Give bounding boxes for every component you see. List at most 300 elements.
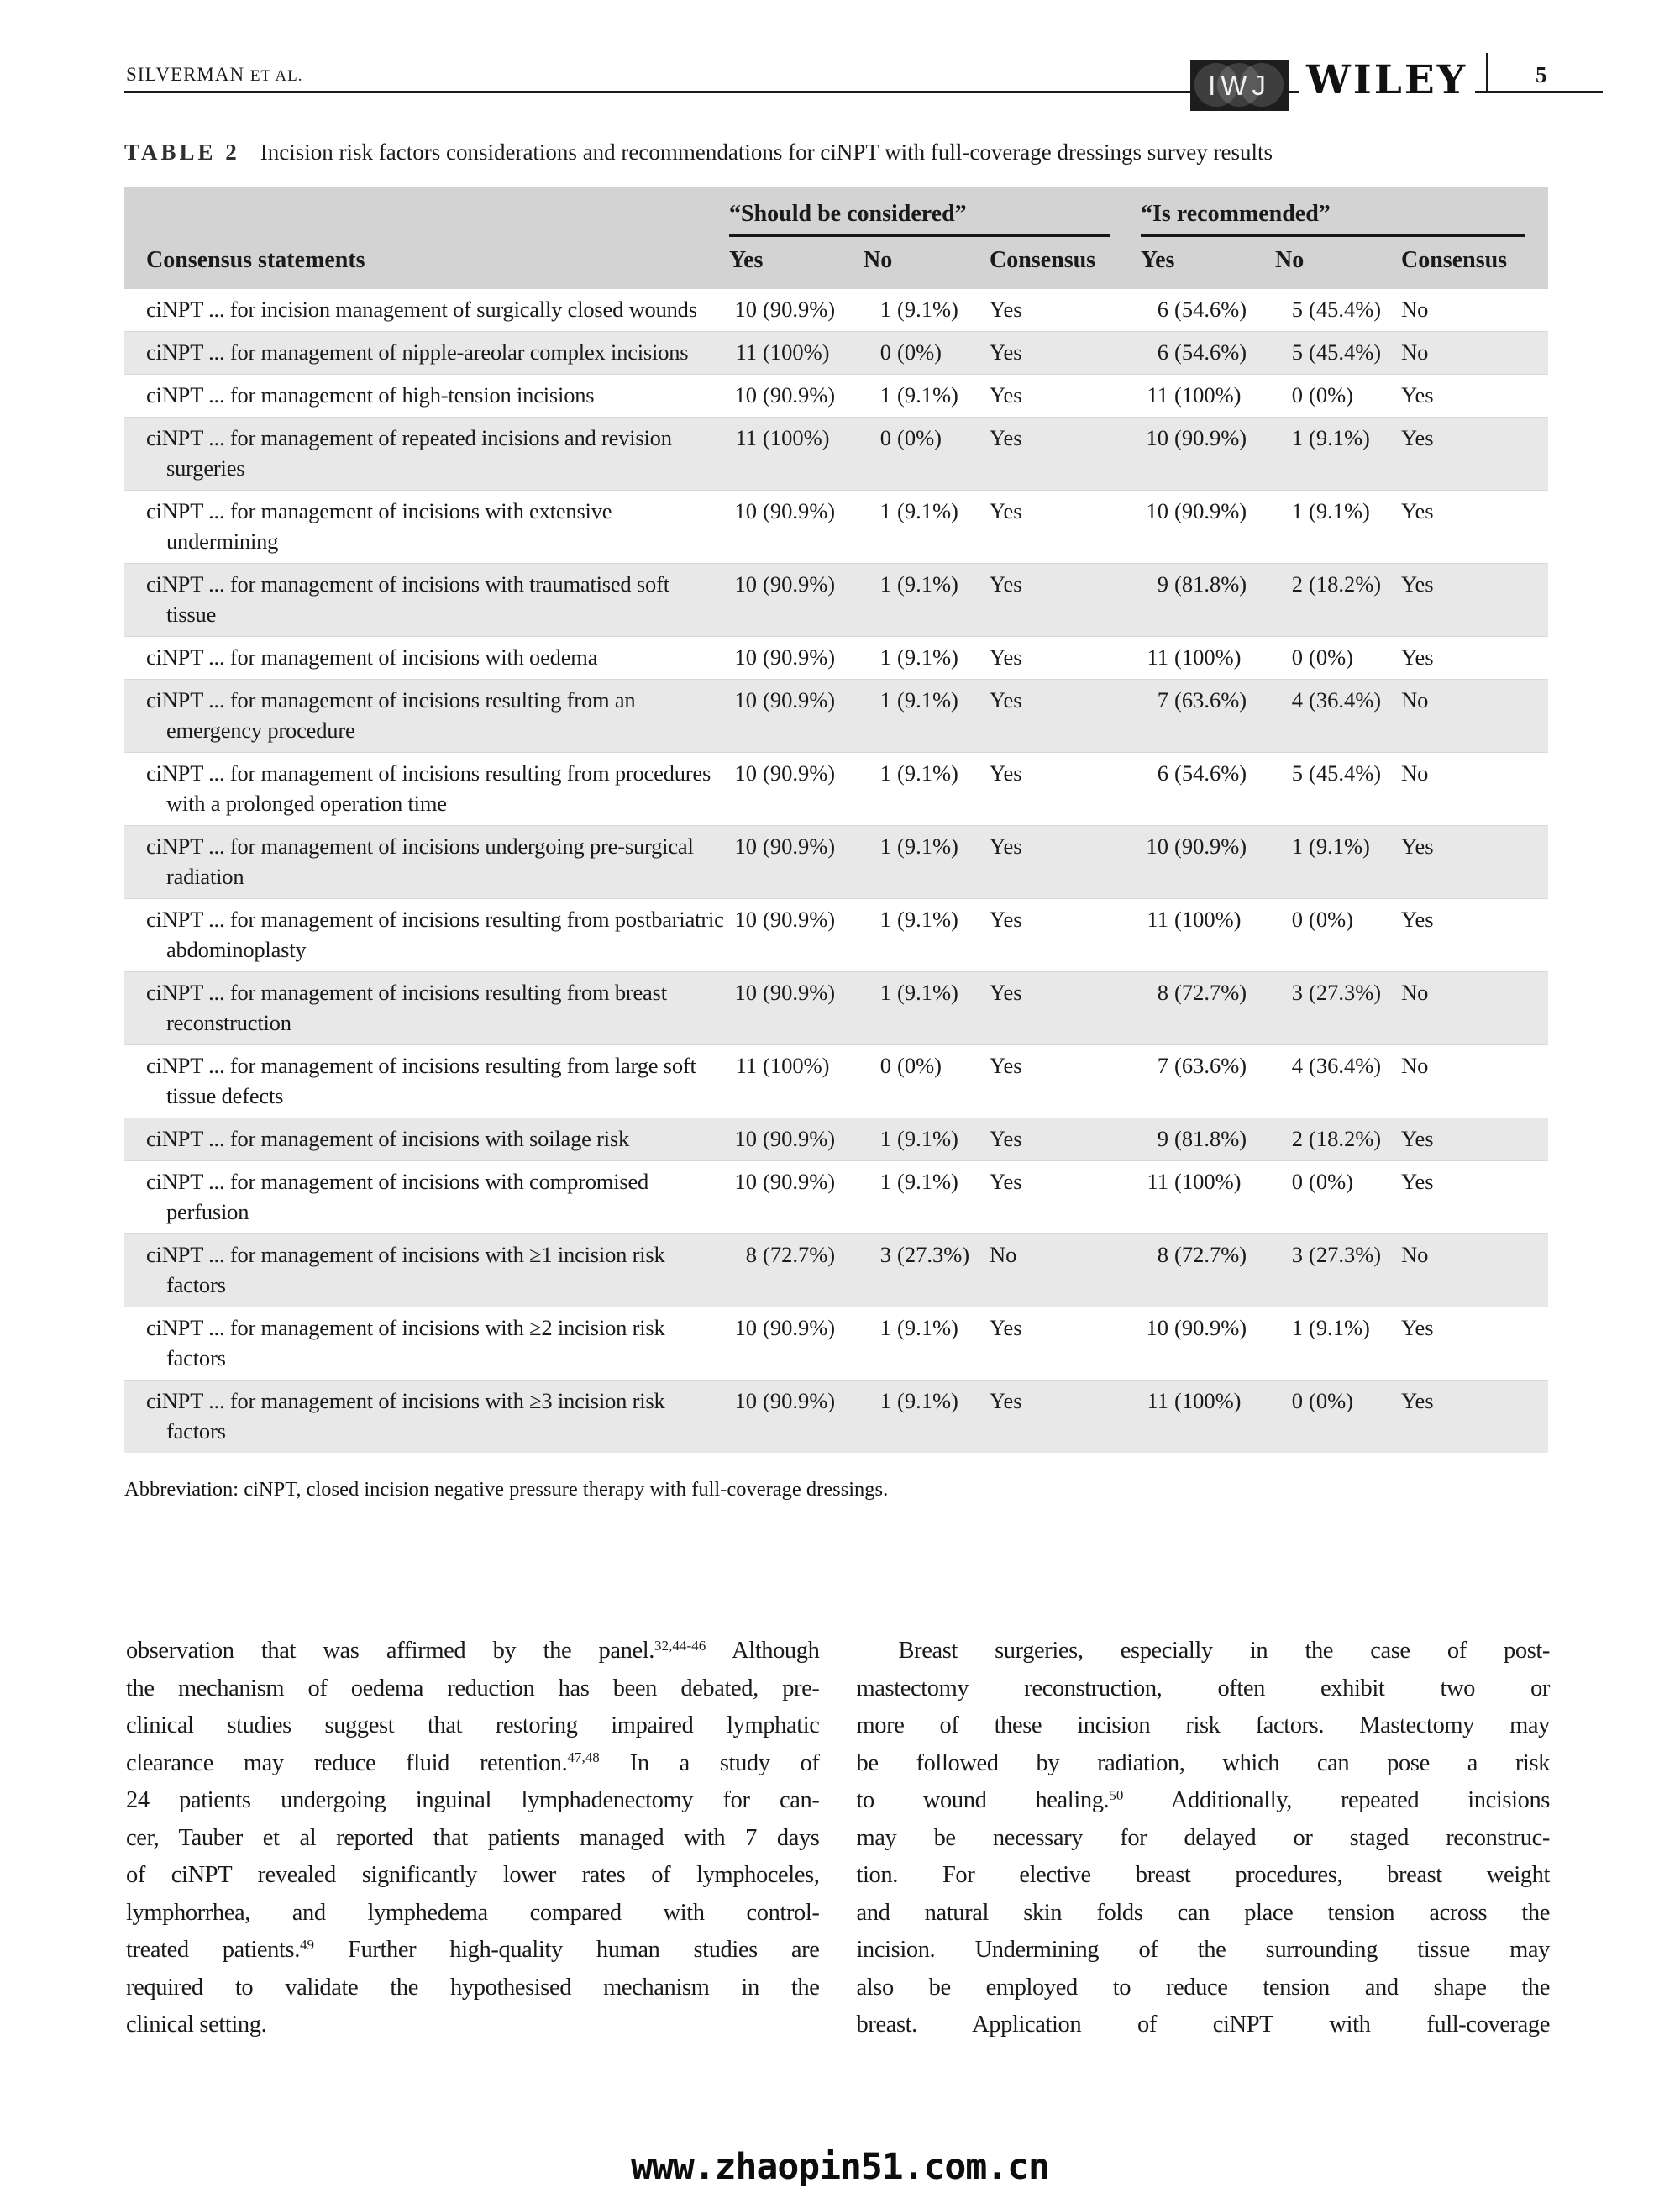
body-text-line: be followed by radiation, which can pose a risk bbox=[856, 1749, 1550, 1776]
watermark-url: www.zhaopin51.com.cn bbox=[631, 2146, 1049, 2188]
value-cell: Yes bbox=[1401, 644, 1434, 670]
percent-value: (36.4%) bbox=[1309, 687, 1382, 713]
count-value: 1 bbox=[879, 760, 891, 786]
body-text-line: of ciNPT revealed significantly lower rates of lymphoceles, bbox=[126, 1862, 820, 1888]
column-header-recommended-yes: Yes bbox=[1141, 247, 1175, 273]
count-value: 9 bbox=[1157, 571, 1168, 597]
table-row bbox=[124, 1160, 1548, 1233]
count-value: 0 bbox=[1291, 1169, 1303, 1194]
count-value: 1 bbox=[879, 1126, 891, 1151]
percent-value: (9.1%) bbox=[897, 644, 958, 670]
percent-value: (0%) bbox=[1309, 1388, 1353, 1413]
percent-value: (90.9%) bbox=[763, 1126, 836, 1151]
count-value: 5 bbox=[1291, 339, 1303, 365]
count-value: 8 bbox=[1157, 1242, 1168, 1267]
percent-value: (9.1%) bbox=[897, 382, 958, 408]
percent-value: (90.9%) bbox=[763, 498, 836, 523]
count-value: 10 bbox=[734, 907, 757, 932]
table-row bbox=[124, 971, 1548, 1044]
value-cell: Yes bbox=[990, 1388, 1022, 1413]
value-cell bbox=[1141, 758, 1275, 788]
value-cell: Yes bbox=[1401, 571, 1434, 597]
value-cell bbox=[1141, 1050, 1275, 1081]
percent-value: (90.9%) bbox=[763, 687, 836, 713]
value-cell bbox=[1141, 1312, 1275, 1343]
value-cell: No bbox=[1401, 760, 1429, 786]
value-cell: No bbox=[990, 1242, 1017, 1267]
percent-value: (9.1%) bbox=[897, 687, 958, 713]
count-value: 3 bbox=[1291, 980, 1303, 1005]
count-value: 2 bbox=[1291, 1126, 1303, 1151]
body-text-line: the mechanism of oedema reduction has been debated, pre- bbox=[126, 1675, 820, 1701]
body-text-line: clearance may reduce fluid retention.$^{47,48}$ In a study of bbox=[126, 1749, 820, 1776]
table-row bbox=[124, 1044, 1548, 1118]
percent-value: (90.9%) bbox=[1174, 834, 1247, 859]
value-cell bbox=[729, 423, 864, 453]
column-header-recommended-consensus: Consensus bbox=[1401, 247, 1508, 273]
count-value: 1 bbox=[1291, 1315, 1303, 1340]
value-cell bbox=[864, 380, 990, 410]
count-value: 8 bbox=[745, 1242, 757, 1267]
journal-logo bbox=[1190, 60, 1289, 111]
count-value: 11 bbox=[735, 425, 757, 450]
count-value: 10 bbox=[734, 1126, 757, 1151]
body-left-column bbox=[126, 1633, 820, 2044]
body-text-line: lymphorrhea, and lymphedema compared with control- bbox=[126, 1899, 820, 1926]
count-value: 1 bbox=[879, 644, 891, 670]
value-cell bbox=[1275, 685, 1401, 715]
percent-value: (45.4%) bbox=[1309, 297, 1382, 322]
count-value: 0 bbox=[1291, 382, 1303, 408]
value-cell bbox=[729, 294, 864, 324]
statement-cell: ciNPT ... for management of incisions with soilage risk bbox=[146, 1126, 630, 1151]
journal-badge-text: IWJ bbox=[1208, 70, 1271, 101]
count-value: 1 bbox=[1291, 425, 1303, 450]
percent-value: (100%) bbox=[763, 425, 830, 450]
percent-value: (27.3%) bbox=[897, 1242, 970, 1267]
table-row bbox=[124, 374, 1548, 417]
value-cell bbox=[1141, 569, 1275, 599]
percent-value: (9.1%) bbox=[897, 834, 958, 859]
statement-cell: ciNPT ... for management of incisions resulting from procedures with a prolonged operation time bbox=[146, 760, 711, 816]
value-cell bbox=[729, 569, 864, 599]
value-cell: Yes bbox=[990, 498, 1022, 523]
value-cell bbox=[1275, 1312, 1401, 1343]
value-cell bbox=[1275, 1166, 1401, 1197]
count-value: 10 bbox=[1146, 498, 1168, 523]
table-row bbox=[124, 679, 1548, 752]
value-cell: Yes bbox=[1401, 425, 1434, 450]
table-row bbox=[124, 417, 1548, 490]
percent-value: (9.1%) bbox=[1309, 1315, 1370, 1340]
column-header-considered-yes: Yes bbox=[729, 247, 764, 273]
count-value: 10 bbox=[734, 760, 757, 786]
value-cell: Yes bbox=[1401, 1126, 1434, 1151]
count-value: 11 bbox=[1147, 644, 1168, 670]
value-cell bbox=[729, 904, 864, 934]
value-cell bbox=[1141, 1123, 1275, 1154]
count-value: 10 bbox=[734, 382, 757, 408]
statement-cell: ciNPT ... for management of incisions with compromised perfusion bbox=[146, 1169, 649, 1224]
percent-value: (90.9%) bbox=[763, 382, 836, 408]
percent-value: (72.7%) bbox=[1174, 980, 1247, 1005]
value-cell bbox=[1275, 758, 1401, 788]
percent-value: (0%) bbox=[1309, 644, 1353, 670]
value-cell bbox=[1275, 904, 1401, 934]
percent-value: (9.1%) bbox=[897, 498, 958, 523]
value-cell: Yes bbox=[1401, 1388, 1434, 1413]
count-value: 0 bbox=[1291, 1388, 1303, 1413]
value-cell bbox=[1141, 1386, 1275, 1416]
value-cell bbox=[864, 496, 990, 526]
value-cell bbox=[1275, 337, 1401, 367]
count-value: 7 bbox=[1157, 1053, 1168, 1078]
running-head bbox=[126, 64, 302, 86]
value-cell: Yes bbox=[990, 1126, 1022, 1151]
percent-value: (100%) bbox=[1174, 382, 1242, 408]
value-cell: Yes bbox=[990, 571, 1022, 597]
table-caption-text: Incision risk factors considerations and recommendations for ciNPT with full-coverage dressings survey results bbox=[260, 139, 1273, 165]
value-cell bbox=[729, 758, 864, 788]
statement-cell: ciNPT ... for management of incisions with extensive undermining bbox=[146, 498, 612, 554]
body-text-line: treated patients.$^{49}$ Further high-quality human studies are bbox=[126, 1936, 820, 1963]
percent-value: (90.9%) bbox=[763, 1169, 836, 1194]
count-value: 1 bbox=[879, 687, 891, 713]
count-value: 11 bbox=[735, 339, 757, 365]
count-value: 9 bbox=[1157, 1126, 1168, 1151]
page-number: 5 bbox=[1536, 62, 1547, 87]
percent-value: (9.1%) bbox=[897, 297, 958, 322]
statement-cell: ciNPT ... for management of incisions with ≥3 incision risk factors bbox=[146, 1388, 665, 1444]
column-header-recommended-no: No bbox=[1275, 247, 1305, 273]
value-cell bbox=[1275, 1386, 1401, 1416]
count-value: 11 bbox=[1147, 907, 1168, 932]
count-value: 4 bbox=[1291, 1053, 1303, 1078]
percent-value: (90.9%) bbox=[763, 834, 836, 859]
statement-cell: ciNPT ... for management of incisions undergoing pre-surgical radiation bbox=[146, 834, 694, 889]
count-value: 10 bbox=[1146, 425, 1168, 450]
statement-cell: ciNPT ... for management of incisions with traumatised soft tissue bbox=[146, 571, 669, 627]
group-header-recommended: “Is recommended” bbox=[1141, 201, 1525, 237]
value-cell bbox=[864, 1239, 990, 1270]
percent-value: (100%) bbox=[1174, 907, 1242, 932]
value-cell bbox=[1275, 642, 1401, 672]
body-text-line: more of these incision risk factors. Mastectomy may bbox=[856, 1712, 1550, 1738]
percent-value: (18.2%) bbox=[1309, 1126, 1382, 1151]
count-value: 5 bbox=[1291, 760, 1303, 786]
count-value: 10 bbox=[734, 1315, 757, 1340]
table-row bbox=[124, 289, 1548, 331]
body-text-line: tion. For elective breast procedures, breast weight bbox=[856, 1862, 1550, 1888]
percent-value: (100%) bbox=[1174, 1169, 1242, 1194]
table-row bbox=[124, 1233, 1548, 1307]
statement-cell: ciNPT ... for management of repeated incisions and revision surgeries bbox=[146, 425, 672, 481]
percent-value: (90.9%) bbox=[763, 297, 836, 322]
value-cell bbox=[864, 1166, 990, 1197]
value-cell: Yes bbox=[990, 907, 1022, 932]
count-value: 1 bbox=[1291, 498, 1303, 523]
count-value: 6 bbox=[1157, 297, 1168, 322]
statement-cell: ciNPT ... for management of incisions with ≥2 incision risk factors bbox=[146, 1315, 665, 1370]
count-value: 7 bbox=[1157, 687, 1168, 713]
value-cell: Yes bbox=[1401, 498, 1434, 523]
count-value: 10 bbox=[734, 980, 757, 1005]
body-text-line: Breast surgeries, especially in the case of post- bbox=[898, 1638, 1550, 1664]
value-cell bbox=[1141, 337, 1275, 367]
percent-value: (9.1%) bbox=[897, 980, 958, 1005]
table-row bbox=[124, 752, 1548, 825]
percent-value: (0%) bbox=[1309, 382, 1353, 408]
publisher-wordmark: WILEY bbox=[1299, 57, 1475, 103]
percent-value: (9.1%) bbox=[897, 571, 958, 597]
value-cell: No bbox=[1401, 980, 1429, 1005]
count-value: 6 bbox=[1157, 760, 1168, 786]
count-value: 1 bbox=[879, 1388, 891, 1413]
statement-cell: ciNPT ... for incision management of surgically closed wounds bbox=[146, 297, 697, 322]
percent-value: (90.9%) bbox=[1174, 498, 1247, 523]
body-text-line: may be necessary for delayed or staged reconstruc- bbox=[856, 1824, 1550, 1851]
count-value: 1 bbox=[879, 834, 891, 859]
group-header-considered: “Should be considered” bbox=[729, 201, 1110, 237]
table-row bbox=[124, 563, 1548, 636]
percent-value: (9.1%) bbox=[897, 1126, 958, 1151]
count-value: 11 bbox=[1147, 1169, 1168, 1194]
percent-value: (72.7%) bbox=[1174, 1242, 1247, 1267]
count-value: 10 bbox=[734, 571, 757, 597]
body-text-line: breast. Application of ciNPT with full-coverage bbox=[856, 2012, 1550, 2038]
value-cell bbox=[1275, 1239, 1401, 1270]
value-cell bbox=[864, 977, 990, 1007]
value-cell bbox=[729, 1386, 864, 1416]
percent-value: (18.2%) bbox=[1309, 571, 1382, 597]
statement-cell: ciNPT ... for management of high-tension incisions bbox=[146, 382, 595, 408]
count-value: 0 bbox=[879, 425, 891, 450]
count-value: 4 bbox=[1291, 687, 1303, 713]
value-cell bbox=[729, 337, 864, 367]
value-cell: Yes bbox=[990, 687, 1022, 713]
value-cell bbox=[1275, 423, 1401, 453]
percent-value: (63.6%) bbox=[1174, 687, 1247, 713]
count-value: 0 bbox=[1291, 907, 1303, 932]
value-cell: Yes bbox=[990, 339, 1022, 365]
body-text-line: observation that was affirmed by the panel.$^{32,44-46}$ Although bbox=[126, 1637, 820, 1664]
value-cell: Yes bbox=[990, 297, 1022, 322]
percent-value: (9.1%) bbox=[897, 760, 958, 786]
percent-value: (63.6%) bbox=[1174, 1053, 1247, 1078]
consensus-table bbox=[124, 187, 1548, 1502]
value-cell: No bbox=[1401, 339, 1429, 365]
percent-value: (45.4%) bbox=[1309, 760, 1382, 786]
percent-value: (45.4%) bbox=[1309, 339, 1382, 365]
percent-value: (0%) bbox=[1309, 1169, 1353, 1194]
body-text-line: clinical studies suggest that restoring impaired lymphatic bbox=[126, 1712, 820, 1738]
count-value: 10 bbox=[734, 687, 757, 713]
body-right-column bbox=[857, 1633, 1551, 2044]
column-header-statements: Consensus statements bbox=[146, 247, 365, 273]
percent-value: (81.8%) bbox=[1174, 571, 1247, 597]
value-cell bbox=[729, 1050, 864, 1081]
column-header-considered-no: No bbox=[864, 247, 893, 273]
percent-value: (90.9%) bbox=[763, 644, 836, 670]
percent-value: (0%) bbox=[1309, 907, 1353, 932]
count-value: 10 bbox=[1146, 1315, 1168, 1340]
value-cell: Yes bbox=[1401, 382, 1434, 408]
value-cell bbox=[1141, 496, 1275, 526]
body-text-line: and natural skin folds can place tension across the bbox=[856, 1899, 1550, 1926]
count-value: 10 bbox=[1146, 834, 1168, 859]
value-cell bbox=[1141, 904, 1275, 934]
body-text-line: 24 patients undergoing inguinal lymphadenectomy for can- bbox=[126, 1787, 820, 1813]
percent-value: (0%) bbox=[897, 1053, 942, 1078]
percent-value: (90.9%) bbox=[1174, 1315, 1247, 1340]
value-cell: Yes bbox=[990, 1169, 1022, 1194]
value-cell bbox=[1275, 831, 1401, 861]
value-cell bbox=[1275, 294, 1401, 324]
count-value: 1 bbox=[879, 1169, 891, 1194]
value-cell bbox=[1141, 1239, 1275, 1270]
value-cell: Yes bbox=[1401, 1315, 1434, 1340]
count-value: 10 bbox=[734, 1169, 757, 1194]
table-row bbox=[124, 1307, 1548, 1380]
percent-value: (0%) bbox=[897, 425, 942, 450]
percent-value: (100%) bbox=[763, 1053, 830, 1078]
value-cell bbox=[1141, 294, 1275, 324]
value-cell: Yes bbox=[1401, 834, 1434, 859]
value-cell bbox=[729, 977, 864, 1007]
value-cell: Yes bbox=[990, 425, 1022, 450]
value-cell bbox=[864, 685, 990, 715]
running-head-author: SILVERMAN bbox=[126, 64, 245, 85]
count-value: 10 bbox=[734, 644, 757, 670]
value-cell: Yes bbox=[990, 382, 1022, 408]
count-value: 11 bbox=[735, 1053, 757, 1078]
count-value: 3 bbox=[879, 1242, 891, 1267]
percent-value: (54.6%) bbox=[1174, 339, 1247, 365]
percent-value: (0%) bbox=[897, 339, 942, 365]
table-header bbox=[124, 187, 1548, 289]
percent-value: (27.3%) bbox=[1309, 980, 1382, 1005]
value-cell bbox=[729, 1312, 864, 1343]
percent-value: (81.8%) bbox=[1174, 1126, 1247, 1151]
percent-value: (90.9%) bbox=[763, 980, 836, 1005]
value-cell bbox=[864, 1050, 990, 1081]
value-cell bbox=[729, 685, 864, 715]
count-value: 10 bbox=[734, 297, 757, 322]
table-body bbox=[124, 289, 1548, 1453]
count-value: 1 bbox=[879, 980, 891, 1005]
count-value: 10 bbox=[734, 834, 757, 859]
value-cell bbox=[1141, 380, 1275, 410]
percent-value: (90.9%) bbox=[763, 1315, 836, 1340]
value-cell bbox=[1141, 1166, 1275, 1197]
value-cell bbox=[1275, 1050, 1401, 1081]
body-text-line: incision. Undermining of the surrounding tissue may bbox=[856, 1937, 1550, 1963]
value-cell: Yes bbox=[990, 980, 1022, 1005]
percent-value: (90.9%) bbox=[763, 571, 836, 597]
percent-value: (54.6%) bbox=[1174, 297, 1247, 322]
value-cell bbox=[1275, 569, 1401, 599]
body-text bbox=[126, 1633, 1550, 2044]
percent-value: (90.9%) bbox=[763, 907, 836, 932]
value-cell: Yes bbox=[990, 1315, 1022, 1340]
value-cell bbox=[729, 380, 864, 410]
running-head-etal: ET AL. bbox=[249, 67, 303, 85]
value-cell: No bbox=[1401, 297, 1429, 322]
value-cell bbox=[864, 294, 990, 324]
value-cell bbox=[864, 337, 990, 367]
table-caption bbox=[124, 139, 1554, 166]
value-cell: Yes bbox=[1401, 1169, 1434, 1194]
value-cell bbox=[729, 1123, 864, 1154]
table-row bbox=[124, 490, 1548, 563]
percent-value: (9.1%) bbox=[1309, 425, 1370, 450]
value-cell: Yes bbox=[990, 760, 1022, 786]
value-cell bbox=[1141, 685, 1275, 715]
value-cell bbox=[1141, 423, 1275, 453]
count-value: 1 bbox=[879, 297, 891, 322]
count-value: 1 bbox=[879, 571, 891, 597]
count-value: 8 bbox=[1157, 980, 1168, 1005]
percent-value: (54.6%) bbox=[1174, 760, 1247, 786]
statement-cell: ciNPT ... for management of incisions with oedema bbox=[146, 644, 598, 670]
percent-value: (9.1%) bbox=[897, 907, 958, 932]
value-cell bbox=[729, 496, 864, 526]
value-cell bbox=[1141, 642, 1275, 672]
count-value: 1 bbox=[1291, 834, 1303, 859]
percent-value: (9.1%) bbox=[897, 1169, 958, 1194]
count-value: 2 bbox=[1291, 571, 1303, 597]
value-cell: No bbox=[1401, 687, 1429, 713]
value-cell bbox=[864, 423, 990, 453]
percent-value: (9.1%) bbox=[897, 1315, 958, 1340]
value-cell bbox=[864, 642, 990, 672]
statement-cell: ciNPT ... for management of incisions with ≥1 incision risk factors bbox=[146, 1242, 665, 1297]
count-value: 0 bbox=[1291, 644, 1303, 670]
statement-cell: ciNPT ... for management of nipple-areolar complex incisions bbox=[146, 339, 689, 365]
value-cell bbox=[864, 569, 990, 599]
value-cell: Yes bbox=[990, 834, 1022, 859]
value-cell bbox=[1275, 496, 1401, 526]
count-value: 0 bbox=[879, 1053, 891, 1078]
count-value: 10 bbox=[734, 1388, 757, 1413]
column-header-considered-consensus: Consensus bbox=[990, 247, 1096, 273]
count-value: 10 bbox=[734, 498, 757, 523]
value-cell: No bbox=[1401, 1242, 1429, 1267]
table-row bbox=[124, 1118, 1548, 1160]
value-cell: Yes bbox=[990, 1053, 1022, 1078]
body-text-line: also be employed to reduce tension and shape the bbox=[856, 1974, 1550, 2001]
value-cell bbox=[864, 1123, 990, 1154]
percent-value: (100%) bbox=[1174, 644, 1242, 670]
body-text-line: to wound healing.$^{50}$ Additionally, repeated incisions bbox=[856, 1786, 1551, 1813]
value-cell: Yes bbox=[1401, 907, 1434, 932]
statement-cell: ciNPT ... for management of incisions resulting from postbariatric abdominoplasty bbox=[146, 907, 724, 962]
body-text-line: required to validate the hypothesised mechanism in the bbox=[126, 1974, 820, 2001]
count-value: 1 bbox=[879, 498, 891, 523]
body-text-line: cer, Tauber et al reported that patients managed with 7 days bbox=[126, 1824, 820, 1851]
percent-value: (90.9%) bbox=[763, 760, 836, 786]
value-cell bbox=[729, 1166, 864, 1197]
percent-value: (90.9%) bbox=[1174, 425, 1247, 450]
percent-value: (100%) bbox=[763, 339, 830, 365]
count-value: 1 bbox=[879, 382, 891, 408]
percent-value: (9.1%) bbox=[897, 1388, 958, 1413]
value-cell bbox=[864, 758, 990, 788]
statement-cell: ciNPT ... for management of incisions resulting from breast reconstruction bbox=[146, 980, 667, 1035]
value-cell bbox=[1275, 977, 1401, 1007]
value-cell bbox=[1275, 380, 1401, 410]
value-cell bbox=[864, 904, 990, 934]
